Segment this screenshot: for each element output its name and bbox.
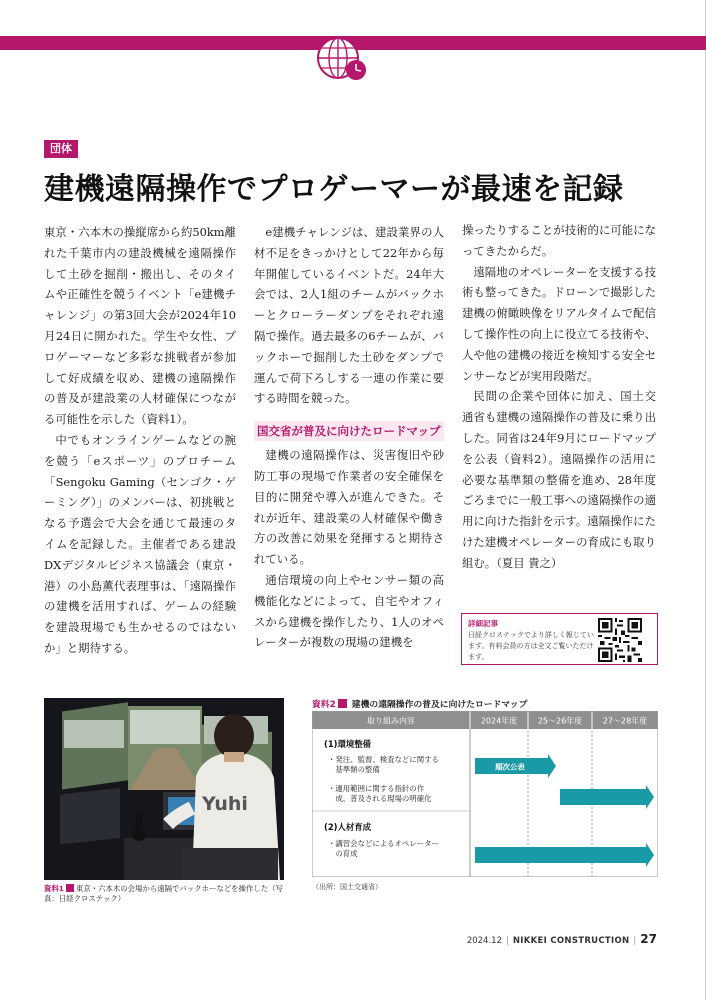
magazine-name: NIKKEI CONSTRUCTION <box>512 936 630 946</box>
paragraph: 東京・六本木の操縦席から約50km離れた千葉市内の建設機械を遠隔操作して土砂を掘削・搬出し、そのタイムや正確性を競うイベント「e建機チャレンジ」の第3回大会が2024年10月24日に開かれた。学生や女性、プロゲーマーなど多彩な挑戦者が参加して好成績を収め、建機の遠隔操作の普及が建設業の人材確保につながる可能性を示した（資料1）。 <box>44 225 236 427</box>
paragraph: 中でもオンラインゲームなどの腕を競う「eスポーツ」のプロチーム「Sengoku Gaming（センゴク・ゲーミング）」のメンバーは、初挑戦となる予選会で大会を通じて最速のタイムを記録した。主催者である建設DXデジタルビジネス協議会（東京・港）の小島薫代表理事は、「遠隔操作の建機を活用すれば、ゲームの経験を建設現場でも生かせるのではないか」と期待する。 <box>44 432 236 655</box>
section-title: (1)環境整備 <box>324 739 371 749</box>
roadmap-title-text: 建機の遠隔操作の普及に向けたロードマップ <box>351 700 528 710</box>
footer-separator: | <box>505 936 509 946</box>
item-text: ・適用範囲に関する指針の作 <box>328 784 425 793</box>
photo-illustration <box>44 698 284 880</box>
roadmap-table <box>312 711 658 877</box>
globe-clock-icon <box>310 36 372 84</box>
item-text: ・講習会などによるオペレーター <box>328 839 439 848</box>
issue-date: 2024.12 <box>466 936 502 946</box>
paragraph: 通信環境の向上やセンサー類の高機能化などによって、自宅やオフィスから建機を操作したり、1人のオペレーターが複数の現場の建機を <box>254 572 444 650</box>
event-photo <box>44 698 284 880</box>
item-text: 基準類の整備 <box>328 765 380 774</box>
roadmap-square-icon <box>338 699 347 708</box>
roadmap-title <box>312 697 527 710</box>
related-text: 日経クロステックでより詳しく報じています。有料会員の方は全文ご覧いただけます。 <box>468 631 594 661</box>
bar-label: 順次公表 <box>495 762 525 772</box>
header-cell: 25〜26年度 <box>537 716 583 726</box>
caption-square-icon <box>66 884 74 892</box>
related-article-box[interactable] <box>461 613 658 665</box>
text-column-2 <box>254 222 444 653</box>
photo-caption <box>44 884 284 904</box>
header-cell: 2024年度 <box>480 716 518 726</box>
paragraph: 操ったりすることが技術的に可能になってきたからだ。 <box>462 223 656 258</box>
page-number: 27 <box>640 932 657 946</box>
related-label: 詳細記事 <box>468 619 498 628</box>
paragraph: 民間の企業や団体に加え、国土交通省も建機の遠隔操作の普及に乗り出した。同省は24年9月にロードマップを公表（資料2）。遠隔操作の活用に必要な基準類の整備を進め、28年度ごろまでに一般工事への遠隔操作の適用に向けた指針を示す。遠隔操作にたけた建機オペレーターの育成にも取り組む。（夏目 貴之） <box>462 389 656 570</box>
text-column-3 <box>462 220 656 574</box>
footer-separator: | <box>633 936 637 946</box>
paragraph: e建機チャレンジは、建設業界の人材不足をきっかけとして22年から毎年開催しているイベントだ。24年大会では、2人1組のチームがバックホーとクローラーダンプをそれぞれ遠隔で操作。過去最多の6チームが、バックホーで掘削した土砂をダンプで運んで荷下ろしする一連の作業に要する時間を競った。 <box>254 225 444 406</box>
qr-code-icon[interactable] <box>598 618 642 662</box>
header-cell: 取り組み内容 <box>367 716 415 726</box>
section-tag: 団体 <box>44 140 78 158</box>
shirt-text: Yuhi <box>202 793 248 815</box>
item-text: の育成 <box>328 849 358 858</box>
roadmap-source: （出所：国土交通省） <box>312 883 382 891</box>
roadmap-label: 資料2 <box>312 700 336 710</box>
paragraph: 建機の遠隔操作は、災害復旧や砂防工事の現場で作業者の安全確保を目的に開発や導入が進んできた。それが近年、建設業の人材確保や働き方の改善に効果を発揮すると期待されている。 <box>254 448 444 567</box>
subheading: 国交省が普及に向けたロードマップ <box>254 421 444 441</box>
article-headline: 建機遠隔操作でプロゲーマーが最速を記録 <box>44 172 624 207</box>
section-title: (2)人材育成 <box>324 822 371 832</box>
caption-text: 東京・六本木の会場から遠隔でバックホーなどを操作した（写真：日経クロステック） <box>44 884 283 903</box>
page-footer <box>467 932 657 946</box>
item-text: ・発注、監督、検査などに関する <box>328 755 439 764</box>
text-column-1 <box>44 222 236 659</box>
paragraph: 遠隔地のオペレーターを支援する技術も整ってきた。ドローンで撮影した建機の俯瞰映像をリアルタイムで配信して操作性の向上に役立てる技術や、人や他の建機の接近を検知する安全センサーなどが実用段階だ。 <box>462 264 656 383</box>
header-cell: 27〜28年度 <box>602 716 648 726</box>
caption-label: 資料1 <box>44 884 64 893</box>
item-text: 成、普及される現場の明確化 <box>328 794 432 803</box>
